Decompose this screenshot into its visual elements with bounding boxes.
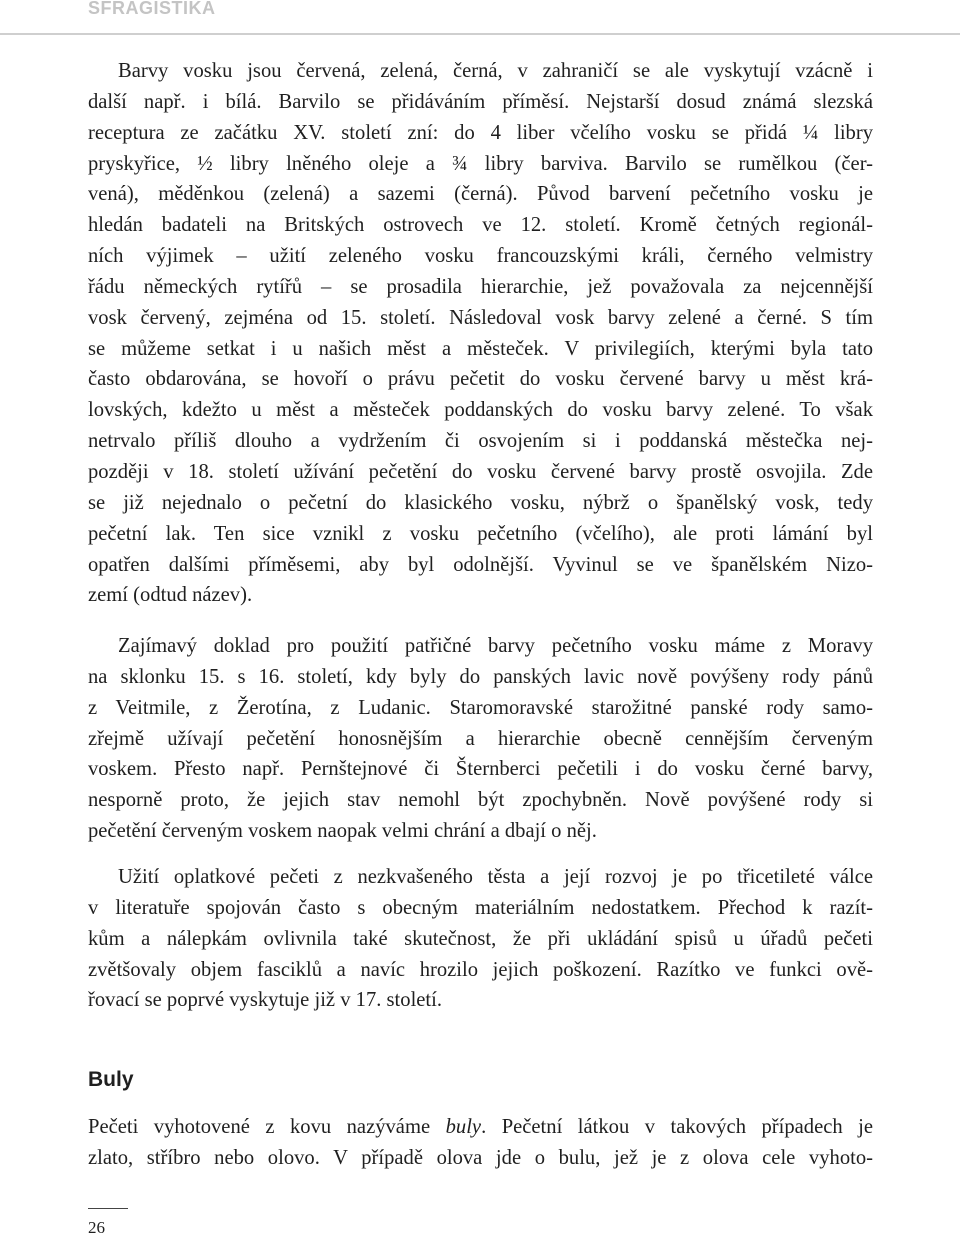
text-line: řádu německých rytířů – se prosadila hierarchie, jež považovala za nejcennější	[88, 275, 873, 298]
text-line: Zajímavý doklad pro použití patřičné barvy pečetního vosku máme z Moravy	[118, 635, 873, 657]
text-line: pryskyřice, ½ libry lněného oleje a ¾ libry barviva. Barvilo se rumělkou (čer-	[88, 152, 873, 175]
text-line: se již nejednalo o pečetní do klasického vosku, nýbrž o španělský vosk, tedy	[88, 491, 873, 514]
text-line: zlato, stříbro nebo olovo. V případě olova jde o bulu, jež je z olova cele vyhoto-	[88, 1146, 873, 1169]
text-run: Pečeti vyhotovené z kovu nazýváme	[88, 1116, 446, 1138]
section-heading: Buly	[88, 1068, 134, 1091]
text-line: netrvalo příliš dlouho a vydržením či osvojením si i poddanská městečka nej-	[88, 430, 873, 453]
text-line: nesporně proto, že jejich stav nemohl být zpochybněn. Nově povýšené rody si	[88, 789, 873, 812]
paragraph-2	[88, 631, 873, 847]
text-line: zřejmě užívají pečetění honosnějším a hierarchie obecně cennějším červeným	[88, 727, 873, 750]
text-line: lovských, kdežto u měst a městeček poddanských do vosku barvy zelené. To však	[88, 399, 873, 422]
text-line: v literatuře spojován často s obecným materiálním nedostatkem. Přechod k razít-	[88, 896, 873, 919]
header-rule	[0, 33, 960, 35]
paragraph-1	[88, 56, 873, 611]
text-line: další např. i bílá. Barvilo se přidáváním příměsí. Nejstarší dosud známá slezská	[88, 90, 873, 113]
text-line: pečetní lak. Ten sice vznikl z vosku pečetního (včelího), ale proti lámání byl	[88, 522, 873, 545]
text-line: receptura ze začátku XV. století zní: do 4 liber včelího vosku se přidá ¼ libry	[88, 121, 873, 144]
paragraph-3	[88, 862, 873, 1016]
text-line: se můžeme setkat i u našich měst a městeček. V privilegiích, kterými byla tato	[88, 337, 873, 360]
page-number: 26	[88, 1218, 105, 1237]
text-line: na sklonku 15. s 16. století, kdy byly do panských lavic nově povýšeny rody pánů	[88, 665, 873, 688]
text-line: často obdarována, se hovoří o právu pečetit do vosku červené barvy u měst krá-	[88, 368, 873, 391]
text-line: vosk červený, zejména od 15. století. Následoval vosk barvy zelené a černé. S tím	[88, 306, 873, 329]
text-line: opatřen dalšími příměsemi, aby byl odolnější. Vyvinul se ve španělském Nizo-	[88, 553, 873, 576]
text-line: ních výjimek – užití zeleného vosku francouzskými králi, černého velmistry	[88, 245, 873, 268]
text-line: řovací se poprvé vyskytuje již v 17. století.	[88, 989, 443, 1012]
text-line: Užití oplatkové pečeti z nezkvašeného těsta a její rozvoj je po třicetileté válce	[118, 866, 873, 888]
text-line: později v 18. století užívání pečetění do vosku červené barvy prostě osvojila. Zde	[88, 460, 873, 483]
footnote-rule	[88, 1208, 128, 1209]
text-line: zemí (odtud název).	[88, 584, 253, 607]
text-line: Barvy vosku jsou červená, zelená, černá, v zahraničí se ale vyskytují vzácně i	[118, 60, 873, 82]
text-line: z Veitmile, z Žerotína, z Ludanic. Staromoravské starožitné panské rody samo-	[88, 696, 873, 719]
text-line: voskem. Přesto např. Pernštejnové či Šternberci pečetili i do vosku černé barvy,	[88, 758, 873, 781]
paragraph-4	[88, 1112, 873, 1174]
text-line: vená), měděnkou (zelená) a sazemi (černá). Původ barvení pečetního vosku je	[88, 183, 873, 206]
text-line: pečetění červeným voskem naopak velmi chrání a dbají o něj.	[88, 820, 597, 843]
running-head: SFRAGISTIKA	[88, 0, 216, 18]
text-line: kům a nálepkám ovlivnila také skutečnost, že při ukládání spisů u úřadů pečeti	[88, 927, 873, 950]
text-run: . Pečetní látkou v takových případech je	[481, 1116, 873, 1138]
italic-term: buly	[445, 1116, 482, 1138]
text-line: hledán badateli na Britských ostrovech ve 12. století. Kromě četných regionál-	[88, 214, 873, 237]
text-line: zvětšovaly objem fasciklů a navíc hrozilo jejich poškození. Razítko ve funkci ově-	[88, 958, 873, 981]
text-line	[88, 1112, 873, 1143]
